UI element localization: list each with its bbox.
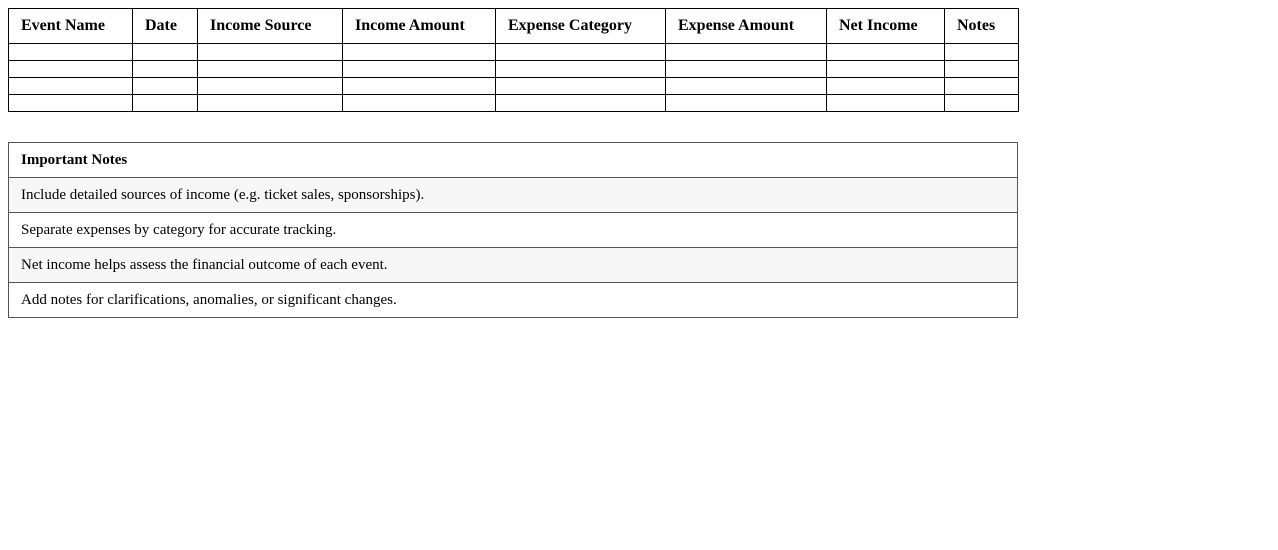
note-text: Net income helps assess the financial outcome of each event. xyxy=(9,248,1018,283)
table-cell xyxy=(9,78,133,95)
column-header-notes: Notes xyxy=(945,9,1019,44)
table-cell xyxy=(827,61,945,78)
note-row xyxy=(9,178,1018,213)
table-cell xyxy=(496,61,666,78)
table-cell xyxy=(945,78,1019,95)
column-header-expense-category: Expense Category xyxy=(496,9,666,44)
table-row xyxy=(9,44,1019,61)
table-cell xyxy=(827,44,945,61)
table-cell xyxy=(666,78,827,95)
table-cell xyxy=(133,78,198,95)
notes-title: Important Notes xyxy=(9,143,1018,178)
note-row xyxy=(9,248,1018,283)
table-cell xyxy=(198,78,343,95)
note-text: Include detailed sources of income (e.g. ticket sales, sponsorships). xyxy=(9,178,1018,213)
note-row xyxy=(9,213,1018,248)
column-header-income-amount: Income Amount xyxy=(343,9,496,44)
important-notes-table xyxy=(8,142,1018,318)
note-row xyxy=(9,283,1018,318)
table-cell xyxy=(666,95,827,112)
table-cell xyxy=(343,61,496,78)
table-row xyxy=(9,78,1019,95)
column-header-net-income: Net Income xyxy=(827,9,945,44)
table-row xyxy=(9,95,1019,112)
table-cell xyxy=(343,44,496,61)
table-row xyxy=(9,61,1019,78)
table-cell xyxy=(496,44,666,61)
column-header-income-source: Income Source xyxy=(198,9,343,44)
table-cell xyxy=(9,44,133,61)
table-cell xyxy=(666,61,827,78)
table-cell xyxy=(827,95,945,112)
table-cell xyxy=(945,61,1019,78)
table-cell xyxy=(198,95,343,112)
table-cell xyxy=(945,44,1019,61)
table-cell xyxy=(133,44,198,61)
column-header-event-name: Event Name xyxy=(9,9,133,44)
table-cell xyxy=(133,61,198,78)
table-cell xyxy=(496,95,666,112)
table-cell xyxy=(343,95,496,112)
table-cell xyxy=(343,78,496,95)
notes-header-row xyxy=(9,143,1018,178)
note-text: Separate expenses by category for accurate tracking. xyxy=(9,213,1018,248)
column-header-expense-amount: Expense Amount xyxy=(666,9,827,44)
table-cell xyxy=(945,95,1019,112)
table-header-row xyxy=(9,9,1019,44)
table-cell xyxy=(827,78,945,95)
table-cell xyxy=(198,61,343,78)
table-cell xyxy=(496,78,666,95)
event-income-table xyxy=(8,8,1019,112)
table-cell xyxy=(9,95,133,112)
table-cell xyxy=(666,44,827,61)
note-text: Add notes for clarifications, anomalies, or significant changes. xyxy=(9,283,1018,318)
table-cell xyxy=(198,44,343,61)
table-cell xyxy=(9,61,133,78)
table-cell xyxy=(133,95,198,112)
column-header-date: Date xyxy=(133,9,198,44)
